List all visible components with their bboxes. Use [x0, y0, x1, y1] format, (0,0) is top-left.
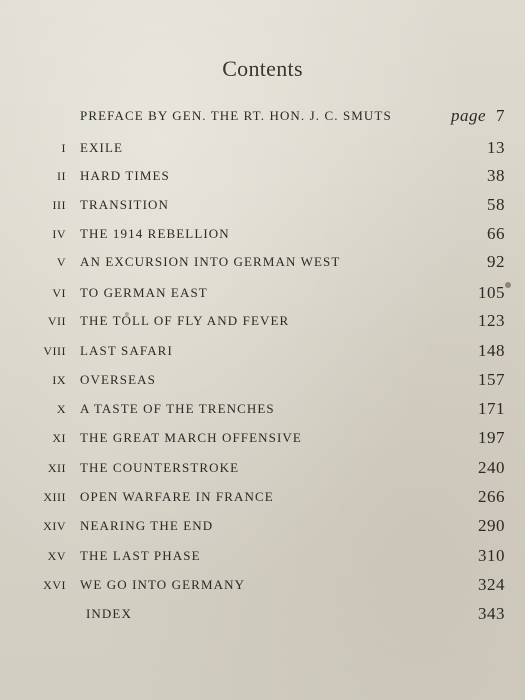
- chapter-page: 105: [478, 283, 505, 302]
- toc-row: [0, 399, 525, 419]
- chapter-page: 310: [478, 546, 505, 565]
- toc-row: [0, 575, 525, 595]
- chapter-page: 290: [478, 516, 505, 535]
- chapter-page: 92: [487, 252, 505, 271]
- toc-row: [0, 341, 525, 361]
- chapter-title: NEARING THE END: [80, 518, 214, 533]
- chapter-number: XVI: [43, 578, 66, 592]
- toc-row-index: [0, 604, 525, 624]
- chapter-title: WE GO INTO GERMANY: [80, 577, 246, 592]
- chapter-page: 66: [487, 224, 505, 243]
- chapter-title: TO GERMAN EAST: [80, 285, 208, 300]
- chapter-number: X: [56, 402, 66, 416]
- chapter-title: EXILE: [80, 140, 124, 155]
- chapter-title: THE GREAT MARCH OFFENSIVE: [80, 430, 302, 445]
- toc-row: [0, 166, 525, 186]
- toc-row: [0, 487, 525, 507]
- toc-row-preface: [0, 106, 525, 126]
- chapter-title: OPEN WARFARE IN FRANCE: [80, 489, 274, 504]
- chapter-title: OVERSEAS: [80, 372, 156, 387]
- chapter-number: I: [61, 141, 66, 155]
- preface-label: PREFACE BY GEN. THE RT. HON. J. C. SMUTS: [80, 108, 392, 123]
- toc-row: [0, 224, 525, 244]
- chapter-page: 148: [478, 341, 505, 360]
- page-title: Contents: [222, 56, 303, 81]
- chapter-number: XII: [47, 461, 66, 475]
- chapter-page: 171: [478, 399, 505, 418]
- chapter-page: 58: [487, 195, 505, 214]
- toc-row: [0, 428, 525, 448]
- preface-page-number: 7: [496, 106, 505, 125]
- toc-row: [0, 458, 525, 478]
- chapter-number: IV: [52, 227, 66, 241]
- paper-stain: [125, 312, 129, 316]
- preface-page: [451, 106, 505, 126]
- chapter-page: 324: [478, 575, 505, 594]
- chapter-page: 266: [478, 487, 505, 506]
- chapter-number: III: [52, 198, 66, 212]
- paper-stain: [505, 282, 511, 288]
- chapter-page: 123: [478, 311, 505, 330]
- page-word: page: [450, 106, 486, 125]
- chapter-title: THE TOLL OF FLY AND FEVER: [80, 313, 290, 328]
- chapter-title: THE LAST PHASE: [80, 548, 201, 563]
- chapter-number: VI: [52, 286, 66, 300]
- chapter-number: II: [57, 169, 66, 183]
- toc-row: [0, 283, 525, 303]
- chapter-page: 38: [487, 166, 505, 185]
- chapter-number: VIII: [43, 344, 66, 358]
- chapter-number: VII: [47, 314, 66, 328]
- toc-row: [0, 516, 525, 536]
- chapter-page: 157: [478, 370, 505, 389]
- toc-row: [0, 195, 525, 215]
- toc-row: [0, 546, 525, 566]
- chapter-title: TRANSITION: [80, 197, 169, 212]
- chapter-title: THE 1914 REBELLION: [80, 226, 230, 241]
- chapter-number: V: [56, 255, 66, 269]
- chapter-number: IX: [52, 373, 66, 387]
- chapter-page: 13: [487, 138, 505, 157]
- chapter-page: 240: [478, 458, 505, 477]
- chapter-title: THE COUNTERSTROKE: [80, 460, 240, 475]
- chapter-title: LAST SAFARI: [80, 343, 173, 358]
- chapter-number: XIII: [43, 490, 66, 504]
- index-page: 343: [478, 604, 505, 623]
- chapter-page: 197: [478, 428, 505, 447]
- index-label: INDEX: [86, 606, 132, 621]
- chapter-number: XV: [47, 549, 66, 563]
- chapter-title: HARD TIMES: [80, 168, 170, 183]
- toc-row: [0, 252, 525, 272]
- chapter-number: XI: [52, 431, 66, 445]
- chapter-title: A TASTE OF THE TRENCHES: [80, 401, 275, 416]
- toc-row: [0, 138, 525, 158]
- chapter-title: AN EXCURSION INTO GERMAN WEST: [80, 254, 341, 269]
- toc-row: [0, 311, 525, 331]
- chapter-number: XIV: [43, 519, 66, 533]
- toc-row: [0, 370, 525, 390]
